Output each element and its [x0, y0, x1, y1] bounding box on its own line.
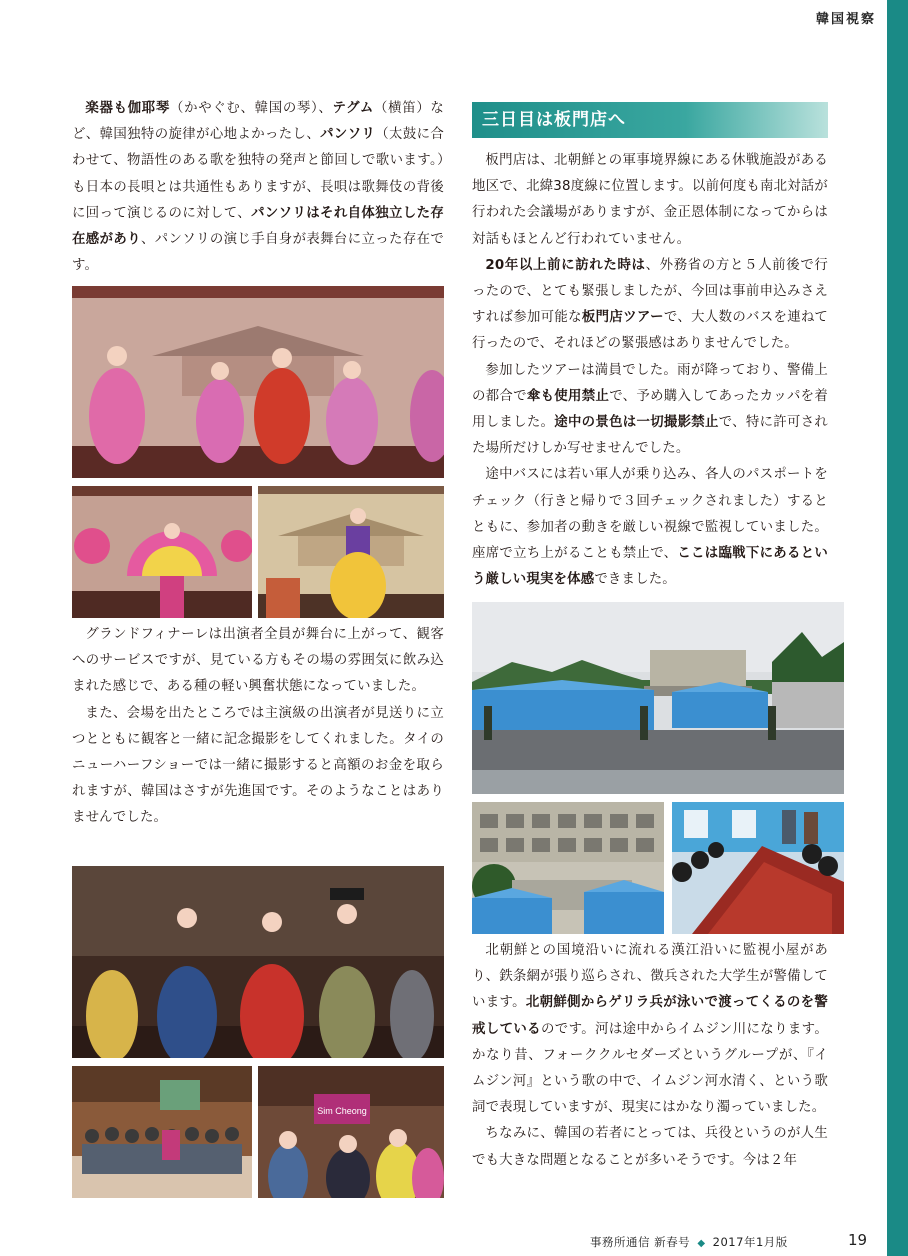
side-accent-bar	[887, 0, 908, 1256]
footer-publication: 事務所通信	[590, 1235, 650, 1249]
right-text-block-2	[472, 938, 828, 1174]
paragraph: 20年以上前に訪れた時は、外務省の方と５人前後で行ったので、とても緊張しましたが、今回は事前申込みさえすれば参加可能な板門店ツアーで、大人数のバスを連ねて行ったので、それほどの緊張感はありませんでした。	[472, 257, 828, 352]
footer	[590, 1234, 788, 1250]
page-number: 19	[848, 1231, 868, 1249]
photo-photo-with-performers	[258, 1066, 444, 1198]
photo-conference-room	[672, 802, 844, 934]
left-text-block-1	[72, 96, 444, 279]
paragraph: グランドフィナーレは出演者全員が舞台に上がって、観客へのサービスですが、見ている方もその場の雰囲気に飲み込まれた感じで、ある種の軽い興奮状態になっていました。	[72, 627, 444, 695]
stage-sign-text: Sim Cheong	[317, 1106, 367, 1116]
left-text-block-2	[72, 622, 444, 832]
right-text-block-1	[472, 148, 828, 593]
paragraph: また、会場を出たところでは主演級の出演者が見送りに立つとともに観客と一緒に記念撮影をしてくれました。タイのニューハーフショーでは一緒に撮影すると高額のお金を取られますが、韓国はさすが先進国です。そのようなことはありませんでした。	[72, 705, 444, 826]
photo-jsa-blue-buildings	[472, 602, 844, 794]
diamond-icon: ◆	[697, 1238, 706, 1249]
photo-grand-finale	[72, 866, 444, 1058]
photo-fan-dance	[72, 486, 252, 618]
paragraph: 板門店は、北朝鮮との軍事境界線にある休戦施設がある地区で、北緯38度線に位置します。以前何度も南北対話が行われた会議場がありますが、金正恩体制になってからは対話もほとんど行われていません。	[472, 153, 828, 247]
paragraph: 北朝鮮との国境沿いに流れる漢江沿いに監視小屋があり、鉄条網が張り巡らされ、徴兵された大学生が警備しています。北朝鮮側からゲリラ兵が泳いで渡ってくるのを警戒しているのです。河は途中からイムジン川になります。かなり昔、フォーククルセダーズというグループが、『イムジン河』という歌の中で、イムジン河水清く、という歌詞で表現していますが、現実にはかなり濁っていました。	[472, 943, 828, 1116]
photo-solo-performer	[258, 486, 444, 618]
photo-north-building	[472, 802, 664, 934]
photo-group-at-theater	[72, 1066, 252, 1198]
photo-court-dancers	[72, 286, 444, 478]
footer-issue: 新春号	[654, 1235, 691, 1249]
paragraph: ちなみに、韓国の若者にとっては、兵役というのが人生でも大きな問題となることが多いそうです。今は２年	[472, 1126, 828, 1168]
section-label: 韓国視察	[815, 12, 876, 27]
paragraph: 途中バスには若い軍人が乗り込み、各人のパスポートをチェック（行きと帰りで３回チェックされました）するとともに、参加者の動きを厳しい視線で監視していました。座席で立ち上がることも禁止で、ここは臨戦下にあるという厳しい現実を体感できました。	[472, 467, 829, 588]
section-heading: 三日目は板門店へ	[472, 102, 828, 138]
footer-edition: 2017年1月版	[712, 1235, 788, 1249]
paragraph: 参加したツアーは満員でした。雨が降っており、警備上の都合で傘も使用禁止で、予め購入してあったカッパを着用しました。途中の景色は一切撮影禁止で、特に許可された場所だけしか写せませんでした。	[472, 362, 829, 457]
paragraph: 楽器も伽耶琴（かやぐむ、韓国の琴）、テグム（横笛）など、韓国独特の旋律が心地よかったし、パンソリ（太鼓に合わせて、物語性のある歌を独特の発声と節回しで歌います。）も日本の長唄とは共通性もありますが、長唄は歌舞伎の背後に回って演じるのに対して、パンソリはそれ自体独立した存在感があり、パンソリの演じ手自身が表舞台に立った存在です。	[72, 101, 445, 274]
